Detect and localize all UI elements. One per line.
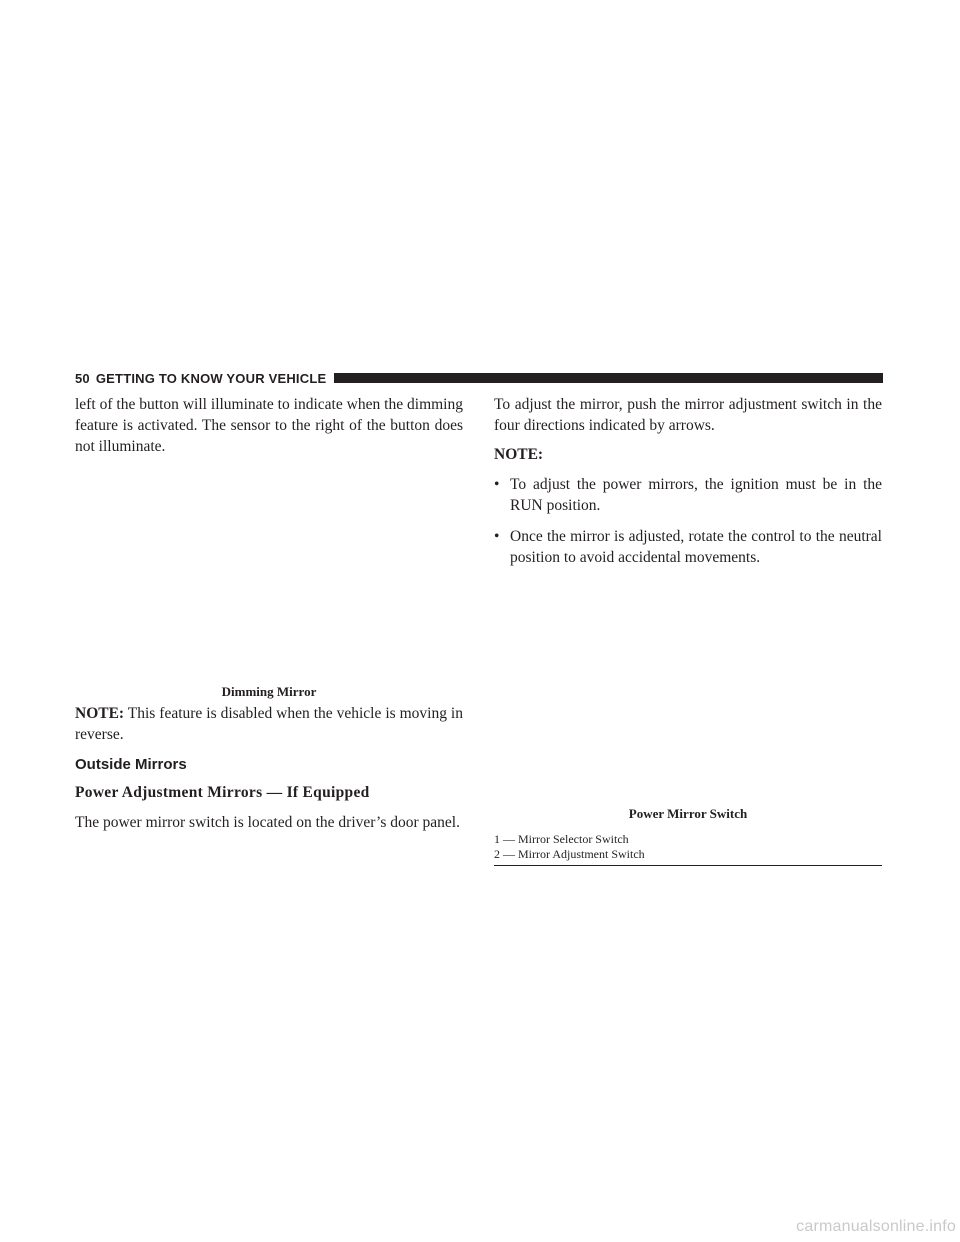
note-heading: NOTE: xyxy=(494,446,544,463)
legend-item: 1 — Mirror Selector Switch xyxy=(494,832,629,846)
watermark: carmanualsonline.info xyxy=(796,1218,956,1235)
bullet-text: To adjust the power mirrors, the ignition must be in the RUN position. xyxy=(510,476,882,514)
header-text xyxy=(75,371,326,386)
bullet-text: Once the mirror is adjusted, rotate the control to the neutral position to avoid accidental movements. xyxy=(510,528,882,566)
power-mirror-paragraph: The power mirror switch is located on the driver’s door panel. xyxy=(75,814,460,831)
note-bullet-list xyxy=(494,474,882,568)
bullet-item xyxy=(494,526,882,568)
header-bar xyxy=(334,373,883,383)
note-text: This feature is disabled when the vehicle is moving in reverse. xyxy=(75,705,463,743)
left-column xyxy=(75,394,463,833)
power-mirror-figure xyxy=(494,568,882,806)
figure-legend xyxy=(494,832,882,862)
legend-rule xyxy=(494,865,882,866)
outside-mirrors-heading: Outside Mirrors xyxy=(75,756,187,773)
adjust-paragraph: To adjust the mirror, push the mirror adjustment switch in the four directions indicated by arrows. xyxy=(494,396,882,434)
page-header xyxy=(75,370,883,386)
note-paragraph xyxy=(75,703,463,745)
dimming-mirror-figure xyxy=(75,457,463,682)
right-column xyxy=(494,394,882,866)
bullet-symbol: • xyxy=(494,528,500,545)
power-mirror-caption: Power Mirror Switch xyxy=(628,806,748,821)
note-label: NOTE: xyxy=(75,705,125,722)
page-number: 50 xyxy=(75,370,90,386)
power-adjustment-heading: Power Adjustment Mirrors — If Equipped xyxy=(75,784,370,801)
section-title: GETTING TO KNOW YOUR VEHICLE xyxy=(95,370,327,386)
bullet-item xyxy=(494,474,882,516)
intro-paragraph: left of the button will illuminate to indicate when the dimming feature is activated. The sensor to the right of the button does not illuminate. xyxy=(75,396,463,455)
dimming-mirror-caption: Dimming Mirror xyxy=(221,684,317,699)
bullet-symbol: • xyxy=(494,476,500,493)
legend-item: 2 — Mirror Adjustment Switch xyxy=(494,847,645,861)
